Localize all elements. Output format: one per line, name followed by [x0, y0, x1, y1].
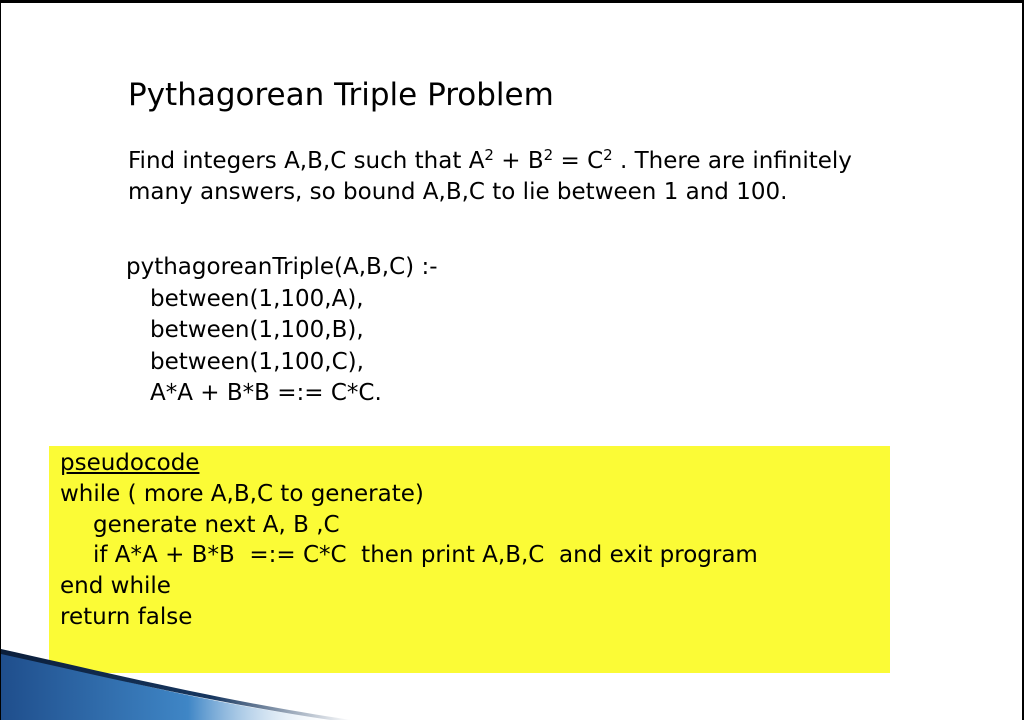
problem-statement	[128, 146, 918, 208]
decorative-swoosh	[1, 643, 401, 720]
pseudocode-line: return false	[60, 603, 193, 630]
code-line: between(1,100,B),	[150, 317, 364, 343]
problem-rest: . There are infinitely many answers, so bound A,B,C to lie between 1 and 100.	[128, 148, 852, 205]
a-exponent: 2	[484, 146, 494, 164]
pseudocode-heading: pseudocode	[60, 450, 200, 476]
pseudocode-line: if A*A + B*B =:= C*C then print A,B,C and exit program	[93, 542, 758, 569]
pseudocode-line: end while	[60, 573, 171, 600]
pseudocode-box	[49, 446, 890, 673]
code-line: between(1,100,A),	[150, 285, 364, 312]
pseudocode-line: while ( more A,B,C to generate)	[60, 480, 424, 507]
code-line: A*A + B*B =:= C*C.	[150, 380, 382, 406]
slide	[1, 3, 1022, 720]
slide-title: Pythagorean Triple Problem	[128, 77, 554, 113]
problem-equals: = C	[553, 148, 604, 174]
prolog-code	[126, 252, 438, 410]
code-line: pythagoreanTriple(A,B,C) :-	[126, 254, 438, 280]
b-exponent: 2	[543, 146, 554, 164]
problem-plus: + B	[493, 148, 544, 174]
problem-intro: Find integers A,B,C such that A	[128, 148, 485, 174]
pseudocode-line: generate next A, B ,C	[93, 511, 340, 538]
code-line: between(1,100,C),	[150, 348, 364, 375]
c-exponent: 2	[603, 146, 613, 164]
